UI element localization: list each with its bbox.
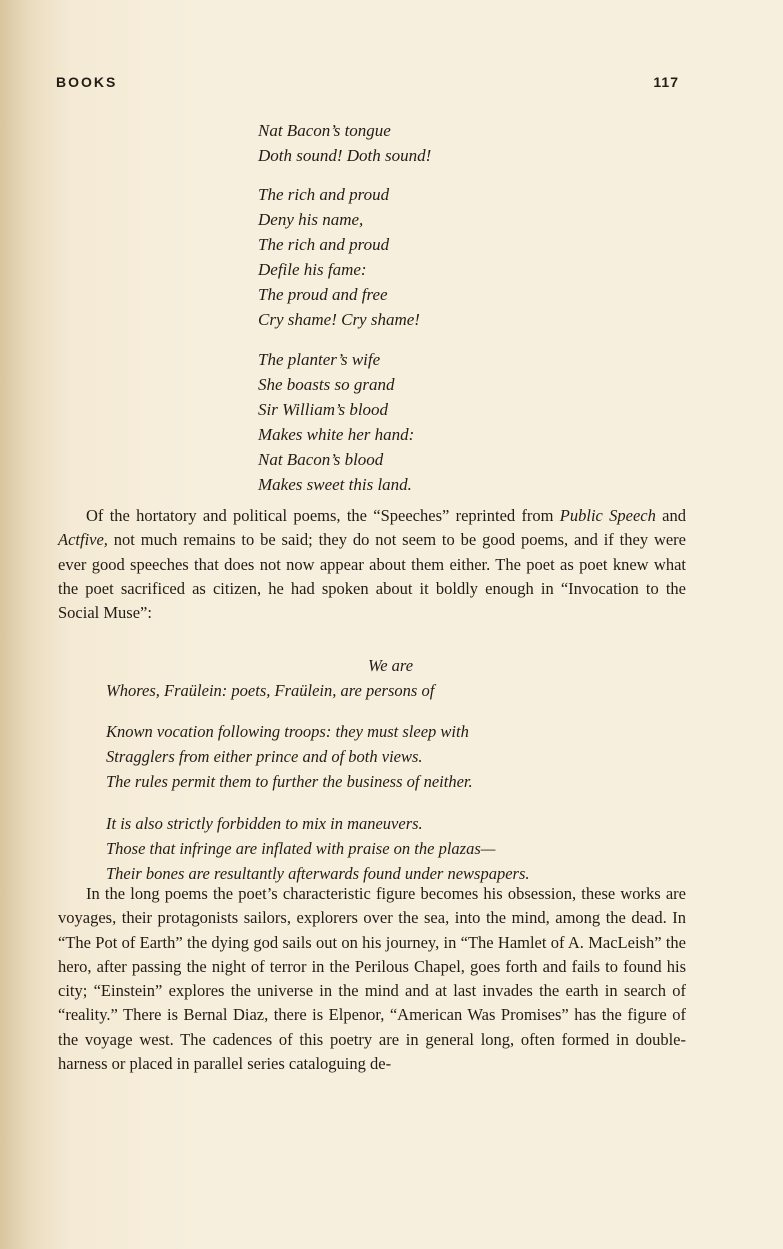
verse-line: Doth sound! Doth sound! (258, 146, 432, 165)
verse-line: Sir William’s blood (258, 400, 389, 419)
quote-line: We are (368, 656, 414, 675)
running-head-title: BOOKS (56, 74, 118, 90)
verse-line: The planter’s wife (258, 350, 381, 369)
running-head (56, 74, 679, 90)
title-public-speech: Public Speech (559, 506, 656, 525)
verse-line: Known vocation following troops: they must sleep with (106, 722, 469, 741)
poem-stanza-1 (258, 118, 431, 168)
quote-stanza-3 (106, 811, 530, 886)
verse-line: Deny his name, (258, 210, 364, 229)
verse-line: The rich and proud (258, 235, 390, 254)
poem-stanza-2 (258, 182, 420, 332)
paragraph-speeches (58, 504, 686, 625)
verse-line: Nat Bacon’s tongue (258, 121, 391, 140)
title-actfive: Actfive, (58, 530, 108, 550)
verse-line: The proud and free (258, 285, 388, 304)
verse-line: Stragglers from either prince and of both views. (106, 747, 423, 766)
page-number: 117 (653, 74, 679, 90)
verse-line: The rules permit them to further the business of neither. (106, 772, 473, 791)
verse-line: Makes sweet this land. (258, 475, 412, 494)
verse-line: Those that infringe are inflated with praise on the plazas— (106, 839, 496, 858)
verse-line: The rich and proud (258, 185, 390, 204)
paragraph-text: In the long poems the poet’s characteristic figure becomes his obsession, these works are voyages, their protagonists sailors, explorers over the sea, into the mind, among the dead. In “The Pot of Earth” the dying god sails out on his journey, in “The Hamlet of A. MacLeish” the hero, after passing the night of terror in the Perilous Chapel, goes forth and fails to found his city; “Einstein” explores the universe in the mind and at last invades the earth in search of “reality.” There is Bernal Diaz, there is Elpenor, “American Was Promises” has the figure of the voyage west. The cadences of this poetry are in general long, often formed in double-harness or placed in parallel series cataloguing de- (58, 884, 686, 1074)
poem-stanza-3 (258, 347, 414, 497)
verse-line: She boasts so grand (258, 375, 395, 394)
verse-line: Their bones are resultantly afterwards found under newspapers. (106, 864, 530, 883)
paragraph-text: Of the hortatory and political poems, the “Speeches” reprinted from Public Speech and Actfive, not much remains to be said; they do not seem to be good poems, and if they were ever good speeches that does not now appear about them either. The poet as poet knew what the poet sacrificed as citizen, he had spoken about it boldly enough in “Invocation to the Social Muse”: (58, 506, 686, 623)
verse-line: Defile his fame: (258, 260, 367, 279)
quote-line: Whores, Fraülein: poets, Fraülein, are persons of (106, 681, 435, 700)
paragraph-long-poems (58, 882, 686, 1076)
verse-line: Nat Bacon’s blood (258, 450, 384, 469)
verse-line: Cry shame! Cry shame! (258, 310, 420, 329)
verse-line: Makes white her hand: (258, 425, 415, 444)
quote-stanza-2 (106, 719, 473, 794)
verse-line: It is also strictly forbidden to mix in maneuvers. (106, 814, 423, 833)
